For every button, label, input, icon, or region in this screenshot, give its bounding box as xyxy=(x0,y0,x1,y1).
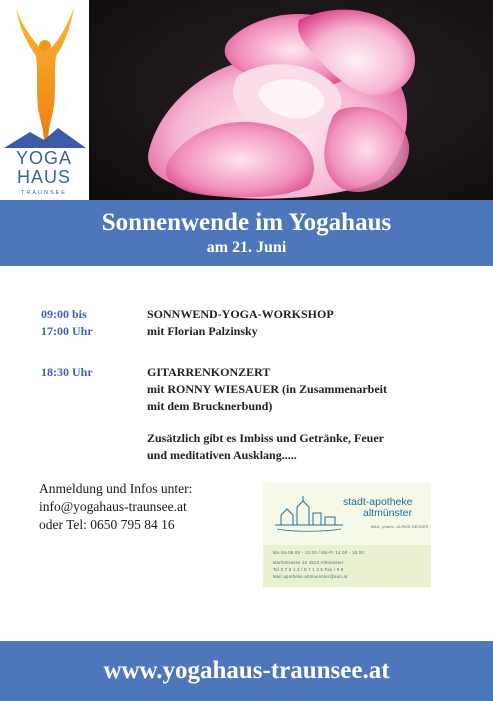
contact-email[interactable]: info@yogahaus-traunsee.at xyxy=(39,499,187,514)
schedule-text: GITARRENKONZERT mit RONNY WIESAUER (in Zusammenarbeit mit dem Brucknerbund) xyxy=(147,365,388,413)
sponsor-hours: Mo-Sa 08.00 - 12.00 / Mo-Fr 14.00 - 18.00 xyxy=(273,550,364,555)
svg-text:YOGA: YOGA xyxy=(15,148,73,168)
extra-info: Zusätzlich gibt es Imbiss und Getränke, Feuer und meditativen Ausklang..... xyxy=(147,431,385,462)
event-date: am 21. Juni xyxy=(206,239,287,256)
contact-label: Anmeldung und Infos unter: xyxy=(39,481,193,496)
schedule-text: SONNWEND-YOGA-WORKSHOP mit Florian Palzinsky xyxy=(147,307,334,338)
sponsor-name: stadt-apotheke xyxy=(343,496,413,508)
svg-text:HAUS: HAUS xyxy=(16,167,72,187)
sponsor-mail: Mail apotheke.altmuenster@aon.at xyxy=(273,574,348,579)
rose-illustration xyxy=(89,0,493,200)
event-title: Sonnenwende im Yogahaus xyxy=(101,209,392,236)
pharmacy-logo-icon xyxy=(273,495,345,535)
schedule-time: 09:00 bis 17:00 Uhr xyxy=(41,307,93,338)
sponsor-phone: Tel 0 7 6 1 2 / 8 7 1 3 5 Fax / 9 9 xyxy=(273,567,344,572)
schedule-time: 18:30 Uhr xyxy=(41,365,93,379)
contact-info xyxy=(39,480,192,534)
yoga-figure-icon xyxy=(0,0,89,200)
yogahaus-logo xyxy=(0,0,89,200)
footer-banner xyxy=(0,641,493,701)
header-image xyxy=(0,0,493,200)
rose-photo xyxy=(89,0,493,200)
contact-phone: oder Tel: 0650 795 84 16 xyxy=(39,517,175,532)
sponsor-name-town: altmünster xyxy=(363,507,413,519)
svg-text:TRAUNSEE: TRAUNSEE xyxy=(21,190,67,196)
website-link[interactable]: www.yogahaus-traunsee.at xyxy=(103,657,390,684)
sponsor-address: Marktstrasse 15 4813 Altmünster xyxy=(273,560,344,565)
title-banner xyxy=(0,200,493,266)
sponsor-owner: MAG. pharm. ULRIKE DECKER xyxy=(371,525,429,529)
sponsor-card xyxy=(263,483,431,587)
